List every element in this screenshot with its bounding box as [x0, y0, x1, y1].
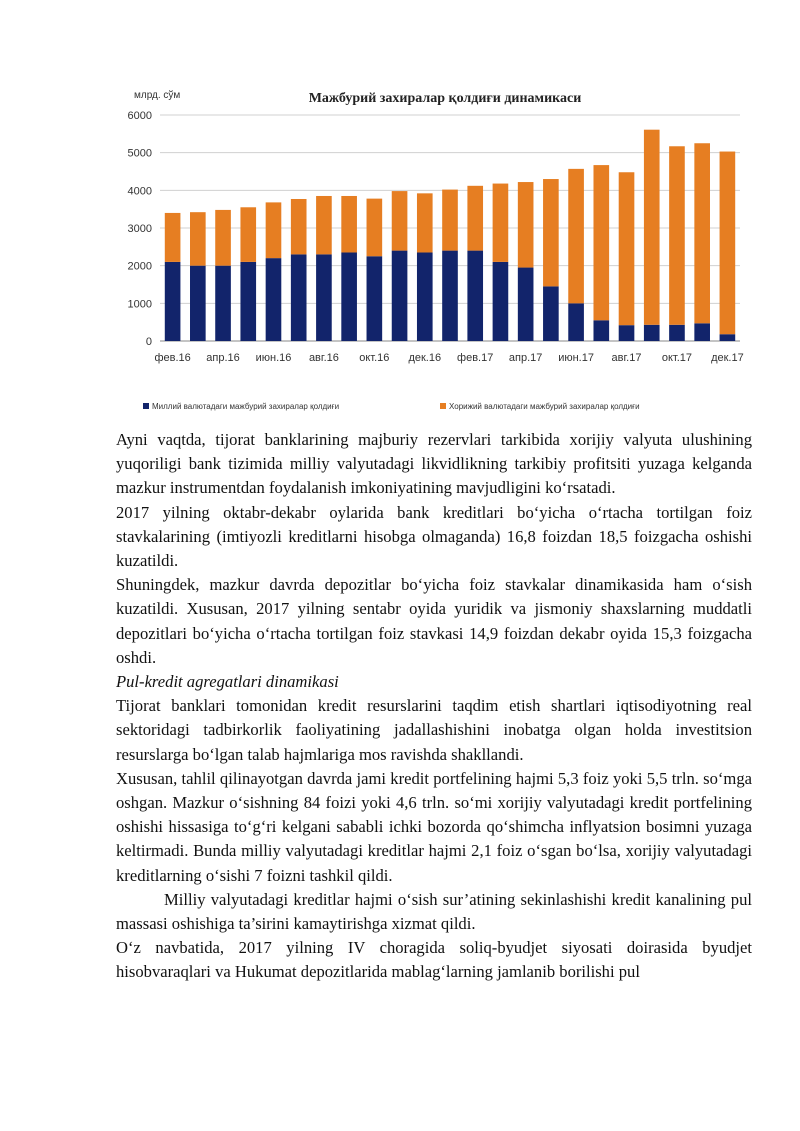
chart-x-ticks: [154, 352, 743, 364]
y-tick-label: 6000: [127, 110, 152, 122]
bar-national-currency: [593, 320, 609, 341]
chart-ylabel: млрд. сўм: [134, 90, 181, 101]
x-tick-label: апр.17: [508, 352, 543, 364]
x-tick-label: окт.17: [661, 352, 693, 364]
y-tick-label: 0: [145, 336, 152, 348]
x-tick-label: дек.17: [711, 352, 744, 364]
paragraph-2: 2017 yilning oktabr-dekabr oylarida bank kreditlari bo‘yicha o‘rtacha tortilgan foiz stavkalarining (imtiyozli kreditlarni hisobga olmaganda) 16,8 foizdan 18,5 foizgacha oshishi kuzatildi.: [116, 502, 752, 571]
bar-national-currency: [442, 251, 458, 341]
bar-foreign-currency: [593, 165, 609, 320]
section-heading: Pul-kredit agregatlari dinamikasi: [116, 672, 339, 692]
bar-national-currency: [266, 258, 282, 341]
bar-national-currency: [694, 323, 710, 341]
x-tick-label: окт.16: [359, 352, 390, 364]
bar-national-currency: [316, 254, 332, 341]
bar-national-currency: [417, 252, 433, 341]
bar-national-currency: [493, 262, 509, 341]
bar-national-currency: [392, 251, 408, 341]
bar-foreign-currency: [417, 193, 433, 252]
bar-national-currency: [568, 303, 584, 341]
y-tick-label: 2000: [127, 260, 152, 273]
bar-national-currency: [720, 334, 736, 341]
bar-foreign-currency: [720, 152, 736, 335]
bar-national-currency: [291, 254, 307, 341]
bar-national-currency: [543, 286, 559, 341]
x-tick-label: июн.16: [255, 352, 292, 364]
bar-foreign-currency: [694, 143, 710, 323]
bar-foreign-currency: [291, 199, 307, 254]
chart-bars: [165, 130, 735, 341]
bar-national-currency: [669, 325, 685, 341]
bar-foreign-currency: [367, 199, 383, 257]
bar-national-currency: [644, 325, 660, 341]
bar-national-currency: [518, 268, 534, 341]
bar-foreign-currency: [215, 210, 231, 266]
body-text: [116, 428, 752, 985]
bar-national-currency: [190, 266, 206, 341]
bar-foreign-currency: [341, 196, 357, 253]
y-tick-label: 4000: [127, 185, 152, 198]
y-tick-label: 1000: [127, 298, 152, 311]
bar-foreign-currency: [568, 169, 584, 303]
bar-foreign-currency: [644, 130, 660, 325]
legend-swatch-national: [143, 403, 149, 409]
x-tick-label: июн.17: [558, 352, 594, 364]
chart-legend: [143, 402, 640, 411]
reserves-chart: [100, 78, 760, 423]
bar-foreign-currency: [619, 172, 635, 325]
bar-national-currency: [619, 325, 635, 341]
x-tick-label: дек.16: [408, 352, 442, 364]
bar-foreign-currency: [518, 182, 534, 268]
y-tick-label: 3000: [127, 223, 152, 235]
paragraph-3: Shuningdek, mazkur davrda depozitlar bo‘yicha foiz stavkalar dinamikasida ham o‘sish kuzatildi. Xususan, 2017 yilning sentabr oyida yuridik va jismoniy shaxslarning muddatli depozitlari bo‘yicha o‘rtacha tortilgan foiz stavkasi 14,9 foizdan dekabr oyida 15,3 foizgacha oshdi.: [116, 575, 752, 667]
legend-label-national: Миллий валютадаги мажбурий захиралар қолдиғи: [152, 402, 340, 411]
x-tick-label: авг.16: [308, 352, 339, 364]
bar-foreign-currency: [493, 184, 509, 262]
bar-foreign-currency: [190, 212, 206, 265]
bar-foreign-currency: [165, 213, 181, 262]
bar-national-currency: [215, 266, 231, 341]
bar-foreign-currency: [392, 191, 408, 251]
paragraph-4: Tijorat banklari tomonidan kredit resurslarini taqdim etish shartlari iqtisodiyotning real sektoridagi tadbirkorlik faoliyatining jadallashishini inobatga olgan holda investitsion resurslarga bo‘lgan talab hajmlariga mos ravishda shakllandi.: [116, 696, 752, 764]
legend-label-foreign: Хорижий валютадаги мажбурий захиралар қолдиғи: [449, 402, 640, 411]
x-tick-label: фев.16: [154, 352, 191, 364]
bar-foreign-currency: [467, 186, 483, 251]
bar-national-currency: [240, 262, 256, 341]
x-tick-label: фев.17: [457, 352, 494, 364]
bar-foreign-currency: [669, 146, 685, 325]
bar-national-currency: [341, 252, 357, 341]
bar-foreign-currency: [316, 196, 332, 254]
bar-foreign-currency: [266, 202, 282, 258]
chart-y-ticks: [128, 110, 152, 348]
bar-foreign-currency: [240, 207, 256, 262]
bar-national-currency: [367, 256, 383, 341]
bar-foreign-currency: [442, 190, 458, 251]
paragraph-7: O‘z navbatida, 2017 yilning IV choragida soliq-byudjet siyosati doirasida byudjet hisobvaraqlari va Hukumat depozitlarida mablag‘larning jamlanib borilishi pul: [116, 938, 752, 982]
paragraph-1: Ayni vaqtda, tijorat banklarining majburiy rezervlari tarkibida xorijiy valyuta ulushining yuqoriligi bank tizimida milliy valyutadagi likvidlikning tarkibiy profitsiti yuzaga kelganda mazkur instrumentdan foydalanish imkoniyatining mavjudligini ko‘rsatadi.: [116, 430, 752, 498]
y-tick-label: 5000: [127, 147, 152, 160]
paragraph-6: Milliy valyutadagi kreditlar hajmi o‘sish sur’atining sekinlashishi kredit kanalining pul massasi oshishiga ta’sirini kamaytirishga xizmat qildi.: [116, 889, 752, 934]
x-tick-label: апр.16: [206, 352, 240, 364]
bar-foreign-currency: [543, 179, 559, 286]
x-tick-label: авг.17: [611, 352, 642, 364]
chart-title: Мажбурий захиралар қолдиғи динамикаси: [308, 91, 582, 106]
bar-national-currency: [165, 262, 181, 341]
paragraph-5: Xususan, tahlil qilinayotgan davrda jami kredit portfelining hajmi 5,3 foiz yoki 5,5 trln. so‘mga oshgan. Mazkur o‘sishning 84 foizi yoki 4,6 trln. so‘mi xorijiy valyutadagi kredit portfelining oshishi hissasiga to‘g‘ri kelgani sababli ichki bozorda qo‘shimcha inflyatsion bosimni yuzaga keltirmadi. Bunda milliy valyutadagi kreditlar hajmi 2,1 foiz o‘sgan bo‘lsa, xorijiy valyutadagi kreditlarning o‘sishi 7 foizni tashkil qildi.: [116, 768, 752, 885]
bar-national-currency: [467, 251, 483, 341]
legend-swatch-foreign: [440, 403, 446, 409]
